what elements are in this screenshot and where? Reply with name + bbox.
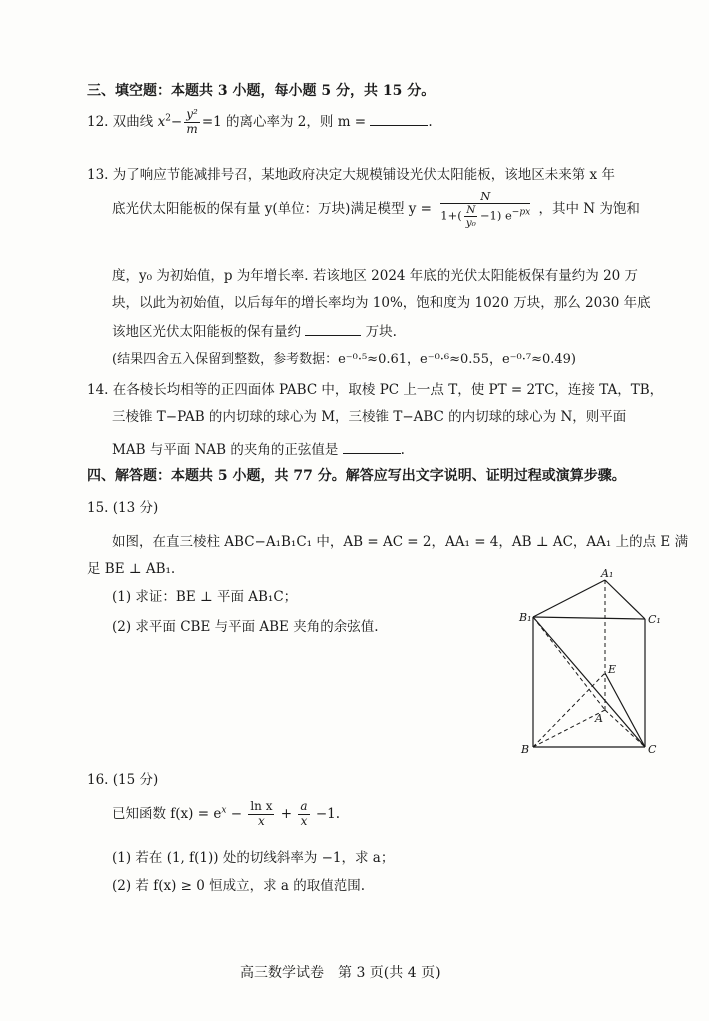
- q15-part2: (2) 求平面 CBE 与平面 ABE 夹角的余弦值.: [112, 619, 379, 635]
- q12-number: 12. 双曲线: [87, 113, 154, 130]
- q13-note: (结果四舍五入保留到整数，参考数据：e⁻⁰·⁵≈0.61，e⁻⁰·⁶≈0.55，e⁻⁰·⁷≈0.49): [112, 352, 576, 367]
- q15-line1: 如图，在直三棱柱 ABC−A₁B₁C₁ 中，AB = AC = 2，AA₁ = 4，AB ⊥ AC，AA₁ 上的点 E 满: [112, 534, 689, 550]
- q12-exp: 2: [165, 113, 171, 124]
- q16-frac-a: [298, 800, 309, 829]
- q15-title: 15. (13 分): [87, 500, 159, 516]
- q13-model-den-b: −1) e: [479, 208, 512, 223]
- q13-model-num: N: [440, 190, 530, 204]
- q15-line2: 足 BE ⊥ AB₁.: [87, 561, 176, 577]
- q16-title: 16. (15 分): [87, 772, 159, 788]
- q13-line2: [112, 190, 640, 229]
- q13-line3: 度，y₀ 为初始值，p 为年增长率. 若该地区 2024 年底的光伏太阳能板保有量约为 20 万: [112, 268, 639, 284]
- q16-intro-a: 已知函数 f(x) = e: [112, 805, 222, 822]
- q12-var-x: x: [157, 113, 166, 130]
- question-12: 12. 双曲线 $x^2-$ $\frac{\text{y²}}{m}$ =1 的离心率为 2，则 m = .: [87, 107, 433, 136]
- segment-b1-c: [533, 617, 645, 747]
- q13-line5-a: 该地区光伏太阳能板的保有量约: [112, 324, 301, 340]
- label-c: C: [648, 743, 657, 756]
- q13-inner-fraction: [464, 204, 478, 229]
- q16-f2-num: a: [300, 799, 308, 813]
- edge-a-c-hidden: [605, 710, 645, 747]
- label-a: A: [595, 712, 603, 725]
- edge-b1-a1: [533, 580, 605, 617]
- q12-answer-blank: [370, 111, 428, 126]
- q14-line3-a: MAB 与平面 NAB 的夹角的正弦值是: [112, 442, 339, 458]
- q12-text: =1 的离心率为 2，则 m =: [201, 113, 367, 130]
- edge-b1-c1: [533, 617, 645, 619]
- q12-end: .: [428, 113, 433, 130]
- section4-heading: 四、解答题：本题共 5 小题，共 77 分。解答应写出文字说明、证明过程或演算步骤。: [87, 468, 626, 484]
- q16-f1-num: ln x: [250, 799, 273, 813]
- q14-line3-b: .: [400, 442, 405, 458]
- q16-f1-den: x: [258, 813, 265, 828]
- segment-b-e-hidden: [533, 673, 605, 747]
- q13-line5-b: 万块.: [365, 324, 397, 340]
- label-e: E: [608, 663, 617, 676]
- page-footer: 高三数学试卷 第 3 页(共 4 页): [240, 965, 441, 981]
- q13-line2-a: 底光伏太阳能板的保有量 y(单位：万块)满足模型 y =: [112, 201, 432, 218]
- prism-figure: [505, 565, 665, 760]
- q16-part2: (2) 若 f(x) ≥ 0 恒成立，求 a 的取值范围.: [112, 878, 366, 894]
- q13-model-fraction: [438, 190, 532, 229]
- q12-frac-den: m: [186, 121, 198, 136]
- q13-inner-den: y₀: [465, 217, 476, 230]
- q13-line2-b: ，其中 N 为饱和: [538, 201, 640, 218]
- q13-line1: 13. 为了响应节能减排号召，某地政府决定大规模铺设光伏太阳能板，该地区未来第 x 年: [87, 167, 615, 183]
- q13-line5: [112, 320, 397, 340]
- q16-intro: [112, 800, 340, 829]
- q13-model-exp: −px: [511, 207, 531, 218]
- q14-line1: 14. 在各棱长均相等的正四面体 PABC 中，取棱 PC 上一点 T，使 PT = 2TC，连接 TA，TB，: [87, 382, 664, 398]
- q16-plus: +: [280, 805, 293, 822]
- section3-heading: 三、填空题：本题共 3 小题，每小题 5 分，共 15 分。: [87, 83, 436, 99]
- q12-fraction: [184, 108, 200, 137]
- q15-part1: (1) 求证：BE ⊥ 平面 AB₁C；: [112, 589, 298, 605]
- segment-e-c: [605, 673, 645, 747]
- q13-model-den: [438, 204, 532, 229]
- q14-answer-blank: [343, 439, 401, 454]
- q13-line4: 块，以此为初始值，以后每年的增长率均为 10%，饱和度为 1020 万块，那么 2030 年底: [112, 295, 651, 311]
- edge-a1-c1: [605, 580, 645, 619]
- q16-f2-den: x: [300, 813, 308, 828]
- label-c1: C₁: [648, 613, 661, 626]
- q13-inner-num: N: [466, 204, 476, 217]
- label-b1: B₁: [519, 611, 532, 624]
- q13-model-den-a: 1+(: [440, 208, 462, 223]
- q16-exp: x: [221, 805, 227, 816]
- q14-line3: [112, 438, 405, 458]
- q16-frac-lnx: [248, 800, 274, 829]
- label-a1: A₁: [601, 567, 614, 580]
- q13-answer-blank: [305, 321, 361, 336]
- q14-line2: 三棱锥 T−PAB 的内切球的球心为 M，三棱锥 T−ABC 的内切球的球心为 N，则平面: [112, 409, 627, 425]
- q12-frac-num: y²: [186, 107, 198, 121]
- q16-intro-end: −1.: [315, 805, 341, 822]
- q16-minus: −: [230, 805, 243, 822]
- segment-b1-a-hidden: [533, 617, 605, 710]
- q16-part1: (1) 若在 (1, f(1)) 处的切线斜率为 −1，求 a；: [112, 850, 395, 866]
- label-b: B: [521, 743, 530, 756]
